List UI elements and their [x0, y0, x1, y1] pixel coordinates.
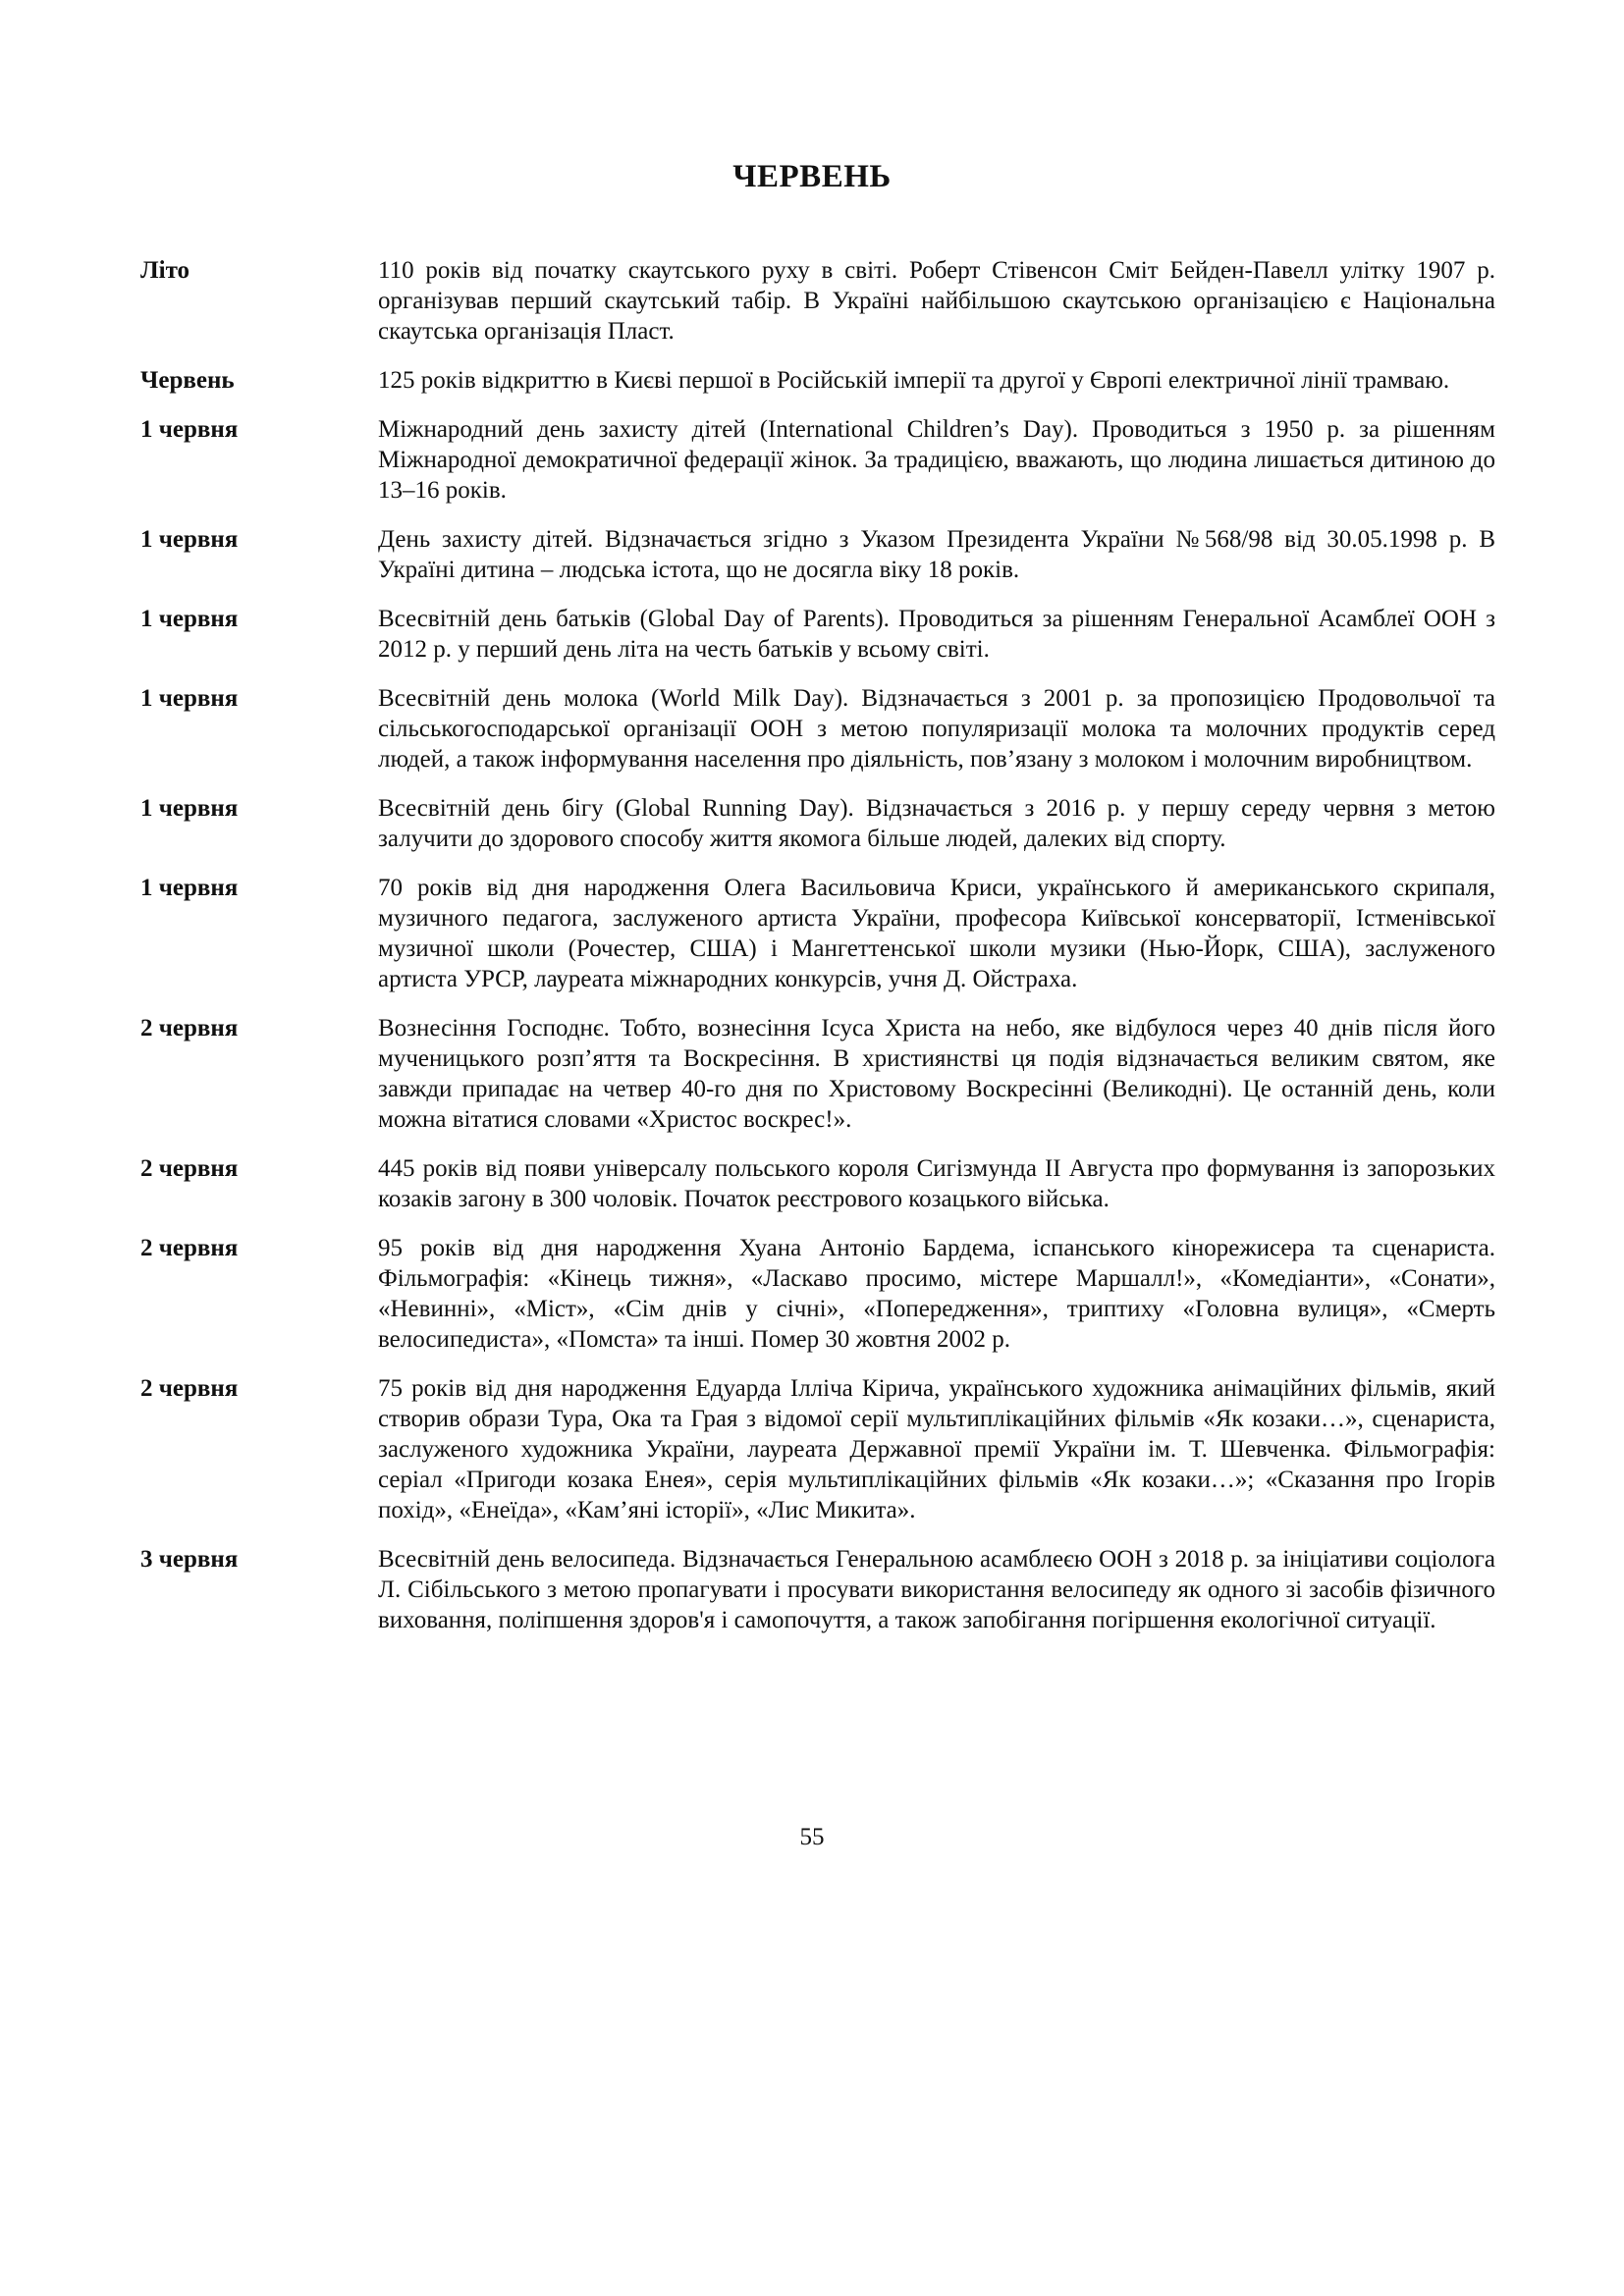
calendar-entry — [140, 1233, 1495, 1355]
entry-text: Всесвітній день бігу (Global Running Day). Відзначається з 2016 р. у першу середу червня з метою залучити до здорового способу життя якомога більше людей, далеких від спорту. — [378, 795, 1495, 852]
calendar-entry — [140, 604, 1495, 665]
calendar-entry — [140, 1544, 1495, 1635]
entry-date: 1 червня — [140, 416, 239, 443]
calendar-entry — [140, 1153, 1495, 1214]
entry-text: Всесвітній день батьків (Global Day of Parents). Проводиться за рішенням Генеральної Асамблеї ООН з 2012 р. у перший день літа на честь батьків у всьому світі. — [378, 606, 1495, 663]
calendar-entry — [140, 365, 1495, 396]
calendar-entry — [140, 524, 1495, 585]
entry-date: 1 червня — [140, 875, 239, 901]
calendar-entry — [140, 873, 1495, 994]
page-number: 55 — [799, 1824, 825, 1850]
calendar-entry — [140, 255, 1495, 347]
entry-text: Всесвітній день велосипеда. Відзначається Генеральною асамблеєю ООН з 2018 р. за ініціативи соціолога Л. Сібільського з метою пропагувати і просувати використання велосипеду як одного зі засобів фізичного виховання, поліпшення здоров'я і самопочуття, а також запобігання погіршення екологічної ситуації. — [378, 1546, 1495, 1633]
entry-date: 1 червня — [140, 526, 239, 553]
entry-date: 1 червня — [140, 795, 239, 822]
calendar-entry — [140, 793, 1495, 854]
entry-text: 70 років від дня народження Олега Васильовича Криси, українського й американського скрипаля, музичного педагога, заслуженого артиста України, професора Київської консерваторії, Істменівської музичної школи (Рочестер, США) і Мангеттенської школи музики (Нью-Йорк, США), заслуженого артиста УРСР, лауреата міжнародних конкурсів, учня Д. Ойстраха. — [378, 875, 1495, 992]
calendar-entry — [140, 414, 1495, 506]
entry-text: Міжнародний день захисту дітей (International Children’s Day). Проводиться з 1950 р. за рішенням Міжнародної демократичної федерації жінок. За традицією, вважають, що людина лишається дитиною до 13–16 років. — [378, 416, 1495, 504]
entry-date: Літо — [140, 257, 190, 284]
entry-text: День захисту дітей. Відзначається згідно з Указом Президента України №568/98 від 30.05.1998 р. В Україні дитина – людська істота, що не досягла віку 18 років. — [378, 526, 1495, 583]
entry-date: 2 червня — [140, 1375, 239, 1402]
entry-date: 2 червня — [140, 1235, 239, 1261]
calendar-entry — [140, 1373, 1495, 1525]
entry-text: 75 років від дня народження Едуарда Ілліча Кірича, українського художника анімаційних фільмів, який створив образи Тура, Ока та Грая з відомої серії мультиплікаційних фільмів «Як козаки…», сценариста, заслуженого художника України, лауреата Державної премії України ім. Т. Шевченка. Фільмографія: серіал «Пригоди козака Енея», серія мультиплікаційних фільмів «Як козаки…»; «Сказання про Ігорів похід», «Енеїда», «Кам’яні історії», «Лис Микита». — [378, 1375, 1495, 1523]
entry-date: Червень — [140, 367, 235, 394]
calendar-entry — [140, 683, 1495, 774]
entry-date: 3 червня — [140, 1546, 239, 1573]
entry-date: 2 червня — [140, 1155, 239, 1182]
page-title: ЧЕРВЕНЬ — [732, 159, 892, 194]
calendar-entry — [140, 1013, 1495, 1135]
entry-date: 2 червня — [140, 1015, 239, 1041]
entry-text: 445 років від появи універсалу польського короля Сигізмунда II Августа про формування із запорозьких козаків загону в 300 чоловік. Початок реєстрового козацького війська. — [378, 1155, 1495, 1212]
entry-text: 110 років від початку скаутського руху в світі. Роберт Стівенсон Сміт Бейден-Павелл улітку 1907 р. організував перший скаутський табір. В Україні найбільшою скаутською організацією є Національна скаутська організація Пласт. — [378, 257, 1495, 345]
entry-date: 1 червня — [140, 685, 239, 712]
entry-text: 95 років від дня народження Хуана Антоніо Бардема, іспанського кінорежисера та сценариста. Фільмографія: «Кінець тижня», «Ласкаво просимо, містере Маршалл!», «Комедіанти», «Сонати», «Невинні», «Міст», «Сім днів у січні», «Попередження», триптиху «Головна вулиця», «Смерть велосипедиста», «Помста» та інші. Помер 30 жовтня 2002 р. — [378, 1235, 1495, 1353]
calendar-entries — [140, 255, 1495, 1654]
entry-text: 125 років відкриттю в Києві першої в Російській імперії та другої у Європі електричної лінії трамваю. — [378, 367, 1450, 394]
entry-text: Вознесіння Господнє. Тобто, вознесіння Ісуса Христа на небо, яке відбулося через 40 днів після його мученицького розп’яття та Воскресіння. В християнстві ця подія відзначається великим святом, яке завжди припадає на четвер 40-го дня по Христовому Воскресінні (Великодні). Це останній день, коли можна вітатися словами «Христос воскрес!». — [378, 1015, 1495, 1133]
entry-date: 1 червня — [140, 606, 239, 632]
entry-text: Всесвітній день молока (World Milk Day). Відзначається з 2001 р. за пропозицією Продовольчої та сільськогосподарської організації ООН з метою популяризації молока та молочних продуктів серед людей, а також інформування населення про діяльність, пов’язану з молоком і молочним виробництвом. — [378, 685, 1495, 773]
